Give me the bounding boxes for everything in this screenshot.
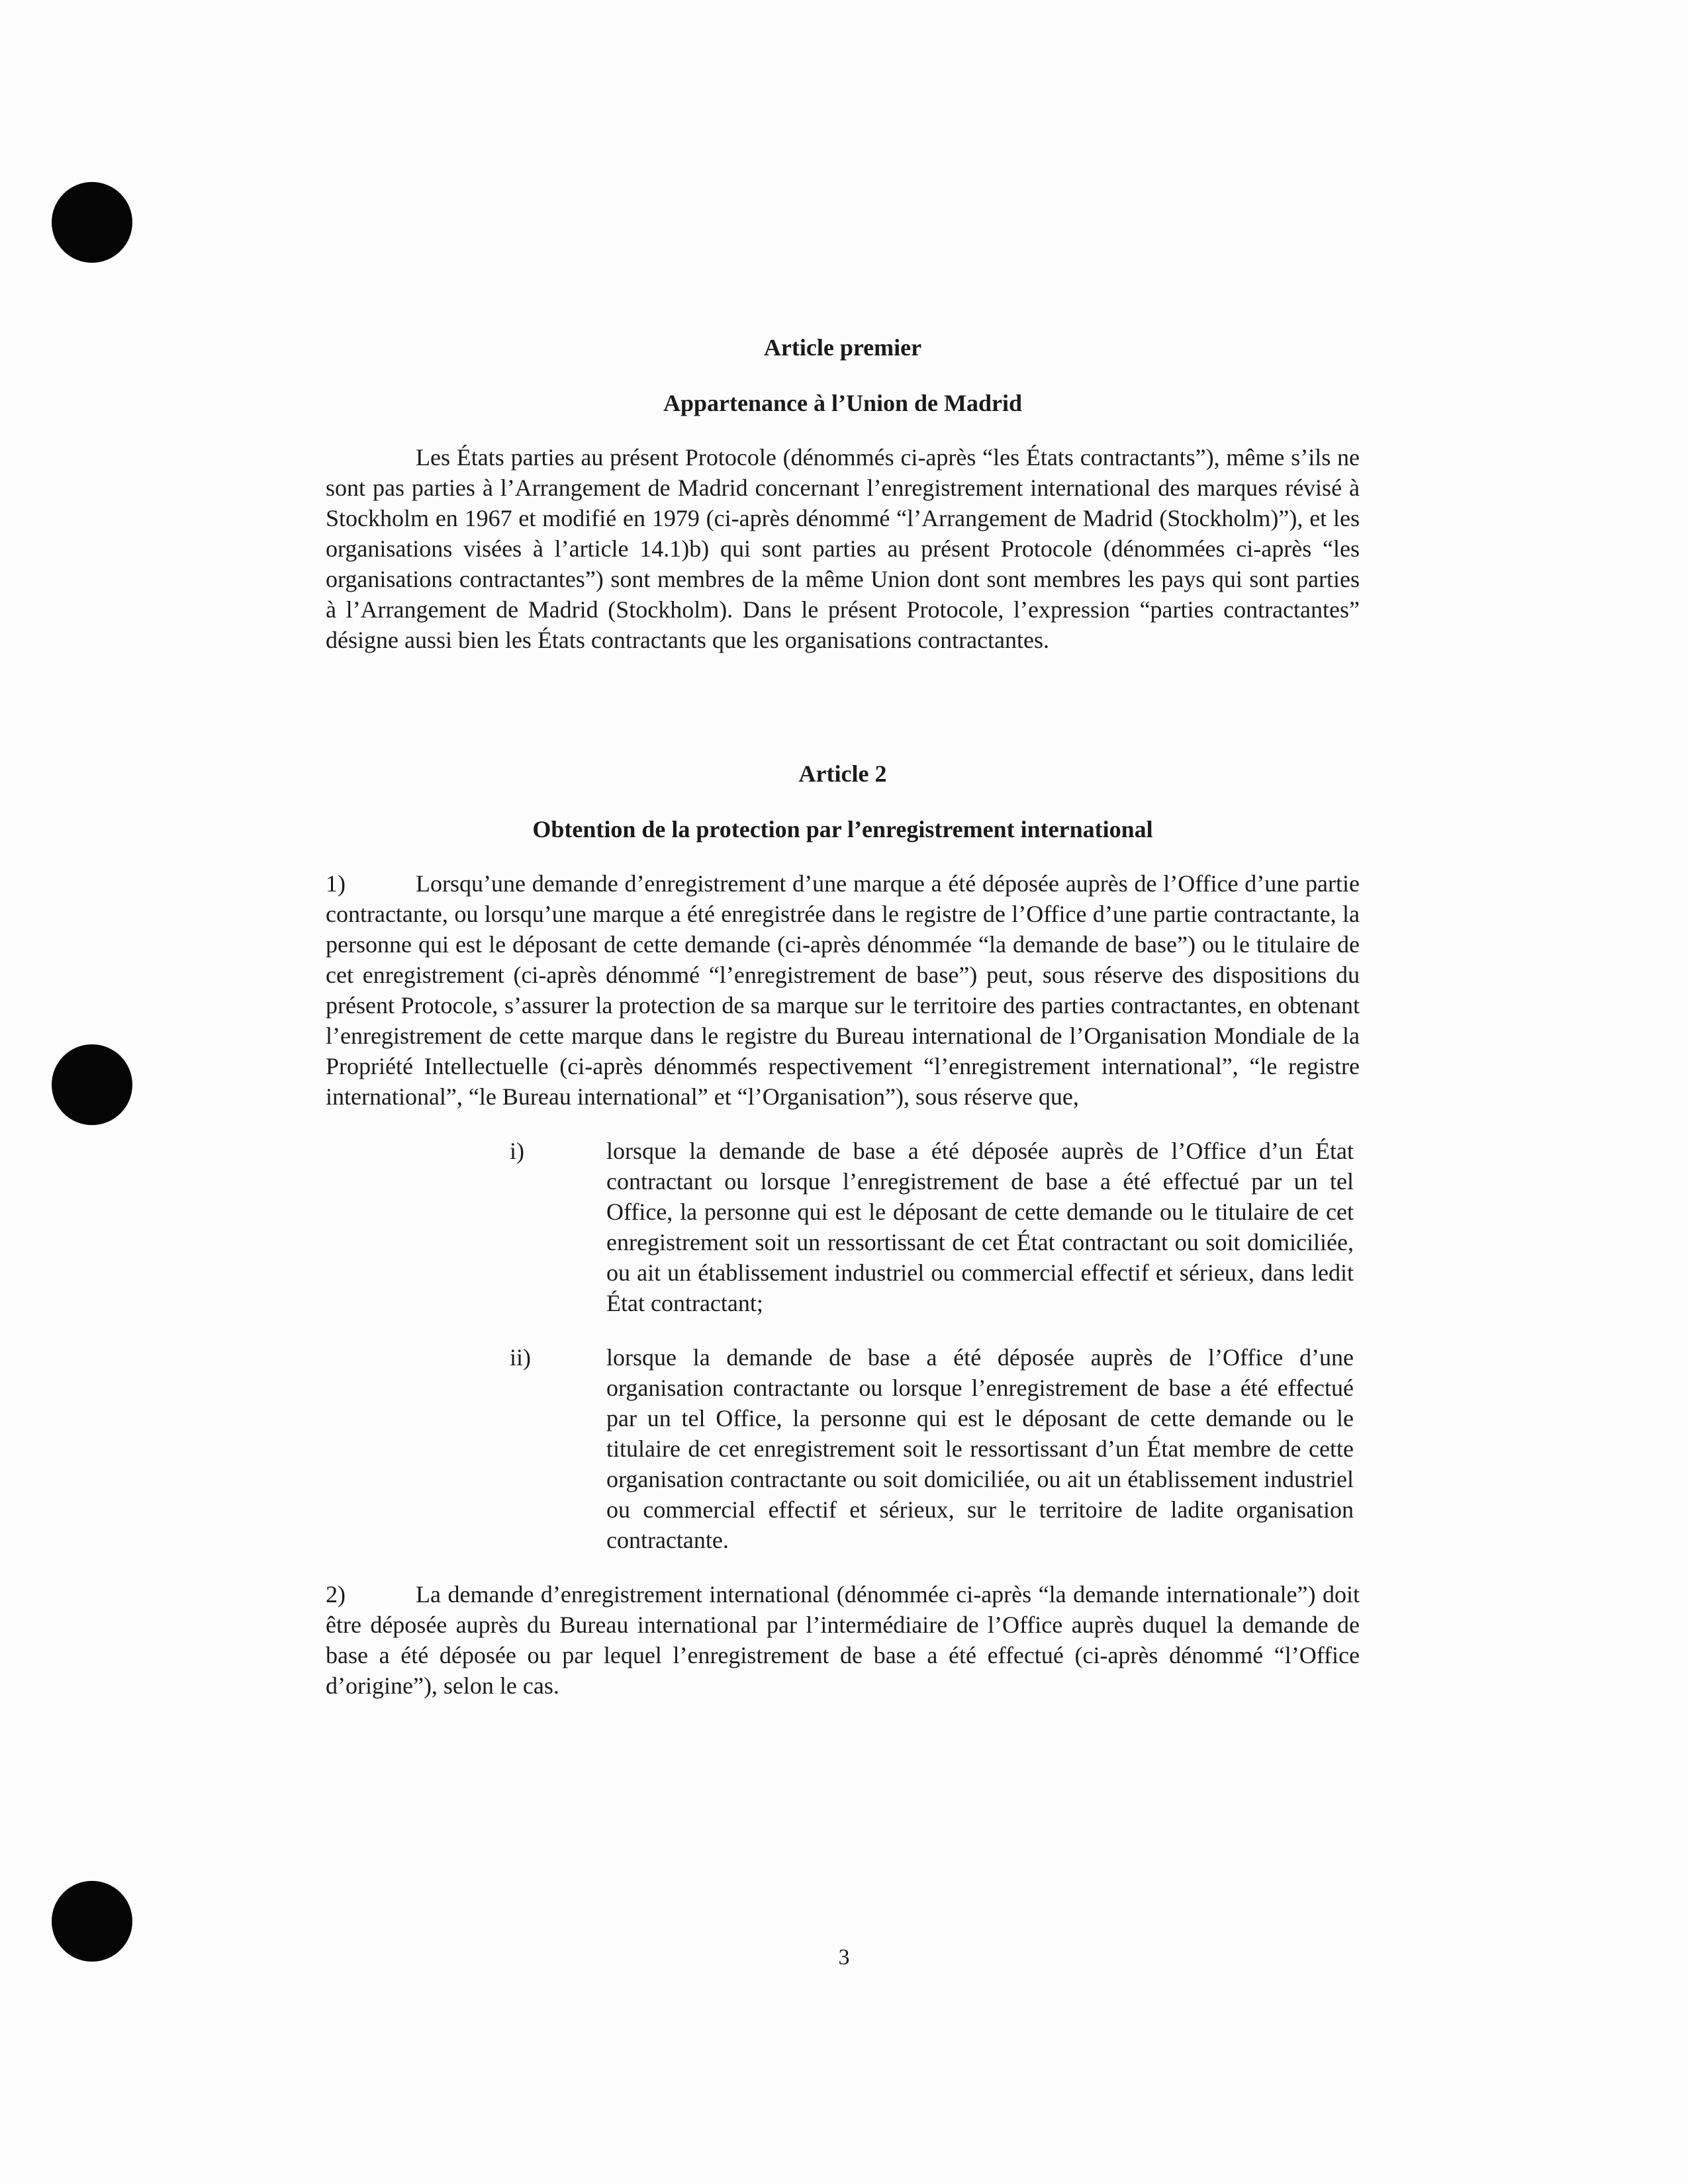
item-i-text: lorsque la demande de base a été déposée auprès de l’Office d’un État contractant ou lorsque l’enregistrement de base a été effectué par un tel Office, la personne qui est le déposant de cette demande ou le titulaire de cet enregistrement soit un ressortissant de cet État contractant ou soit domiciliée, ou ait un établissement industriel ou commercial effectif et sérieux, dans ledit État contractant;	[606, 1138, 1354, 1316]
paragraph-1-text: Lorsqu’une demande d’enregistrement d’une marque a été déposée auprès de l’Office d’une partie contractante, ou lorsqu’une marque a été enregistrée dans le registre de l’Office d’une partie contractante, la personne qui est le déposant de cette demande (ci-après dénommée “la demande de base”) ou le titulaire de cet enregistrement (ci-après dénommé “l’enregistrement de base”) peut, sous réserve des dispositions du présent Protocole, s’assurer la protection de sa marque sur le territoire des parties contractantes, en obtenant l’enregistrement de cette marque dans le registre du Bureau international de l’Organisation Mondiale de la Propriété Intellectuelle (ci-après dénommés respectivement “l’enregistrement international”, “le registre international”, “le Bureau international” et “l’Organisation”), sous réserve que,	[326, 870, 1360, 1110]
article-premier-section	[326, 332, 1360, 655]
article-premier-title: Appartenance à l’Union de Madrid	[663, 390, 1023, 416]
paragraph-2-number: 2)	[326, 1581, 346, 1608]
item-i-label: i)	[510, 1138, 524, 1164]
article-2-title: Obtention de la protection par l’enregistrement international	[532, 816, 1153, 842]
punch-hole-middle	[52, 1044, 132, 1125]
punch-hole-top	[52, 182, 132, 263]
item-ii-text: lorsque la demande de base a été déposée auprès de l’Office d’une organisation contractante ou lorsque l’enregistrement de base a été effectué par un tel Office, la personne qui est le déposant de cette demande ou le titulaire de cet enregistrement soit le ressortissant d’un État membre de cette organisation contractante ou soit domiciliée, ou ait un établissement industriel ou commercial effectif et sérieux, sur le territoire de ladite organisation contractante.	[606, 1344, 1354, 1553]
paragraph-2-text: La demande d’enregistrement international (dénommée ci-après “la demande internationale”) doit être déposée auprès du Bureau international par l’intermédiaire de l’Office auprès duquel la demande de base a été déposée ou par lequel l’enregistrement de base a été effectué (ci-après dénommé “l’Office d’origine”), selon le cas.	[326, 1581, 1360, 1699]
article-2-paragraph-2	[326, 1579, 1360, 1701]
page-number: 3	[838, 1945, 850, 1970]
item-ii-label: ii)	[510, 1344, 531, 1371]
list-item	[326, 1136, 1360, 1318]
paragraph-1-number: 1)	[326, 870, 346, 897]
article-premier-paragraph: Les États parties au présent Protocole (dénommés ci-après “les États contractants”), même s’ils ne sont pas parties à l’Arrangement de Madrid concernant l’enregistrement international des marques révisé à Stockholm en 1967 et modifié en 1979 (ci-après dénommé “l’Arrangement de Madrid (Stockholm)”), et les organisations visées à l’article 14.1)b) qui sont parties au présent Protocole (dénommées ci-après “les organisations contractantes”) sont membres de la même Union dont sont membres les pays qui sont parties à l’Arrangement de Madrid (Stockholm). Dans le présent Protocole, l’expression “parties contractantes” désigne aussi bien les États contractants que les organisations contractantes.	[326, 444, 1360, 653]
article-2-section	[326, 758, 1360, 1701]
article-premier-heading: Article premier	[763, 334, 922, 361]
list-item	[326, 1342, 1360, 1555]
article-2-heading: Article 2	[798, 760, 887, 787]
article-2-paragraph-1	[326, 868, 1360, 1112]
